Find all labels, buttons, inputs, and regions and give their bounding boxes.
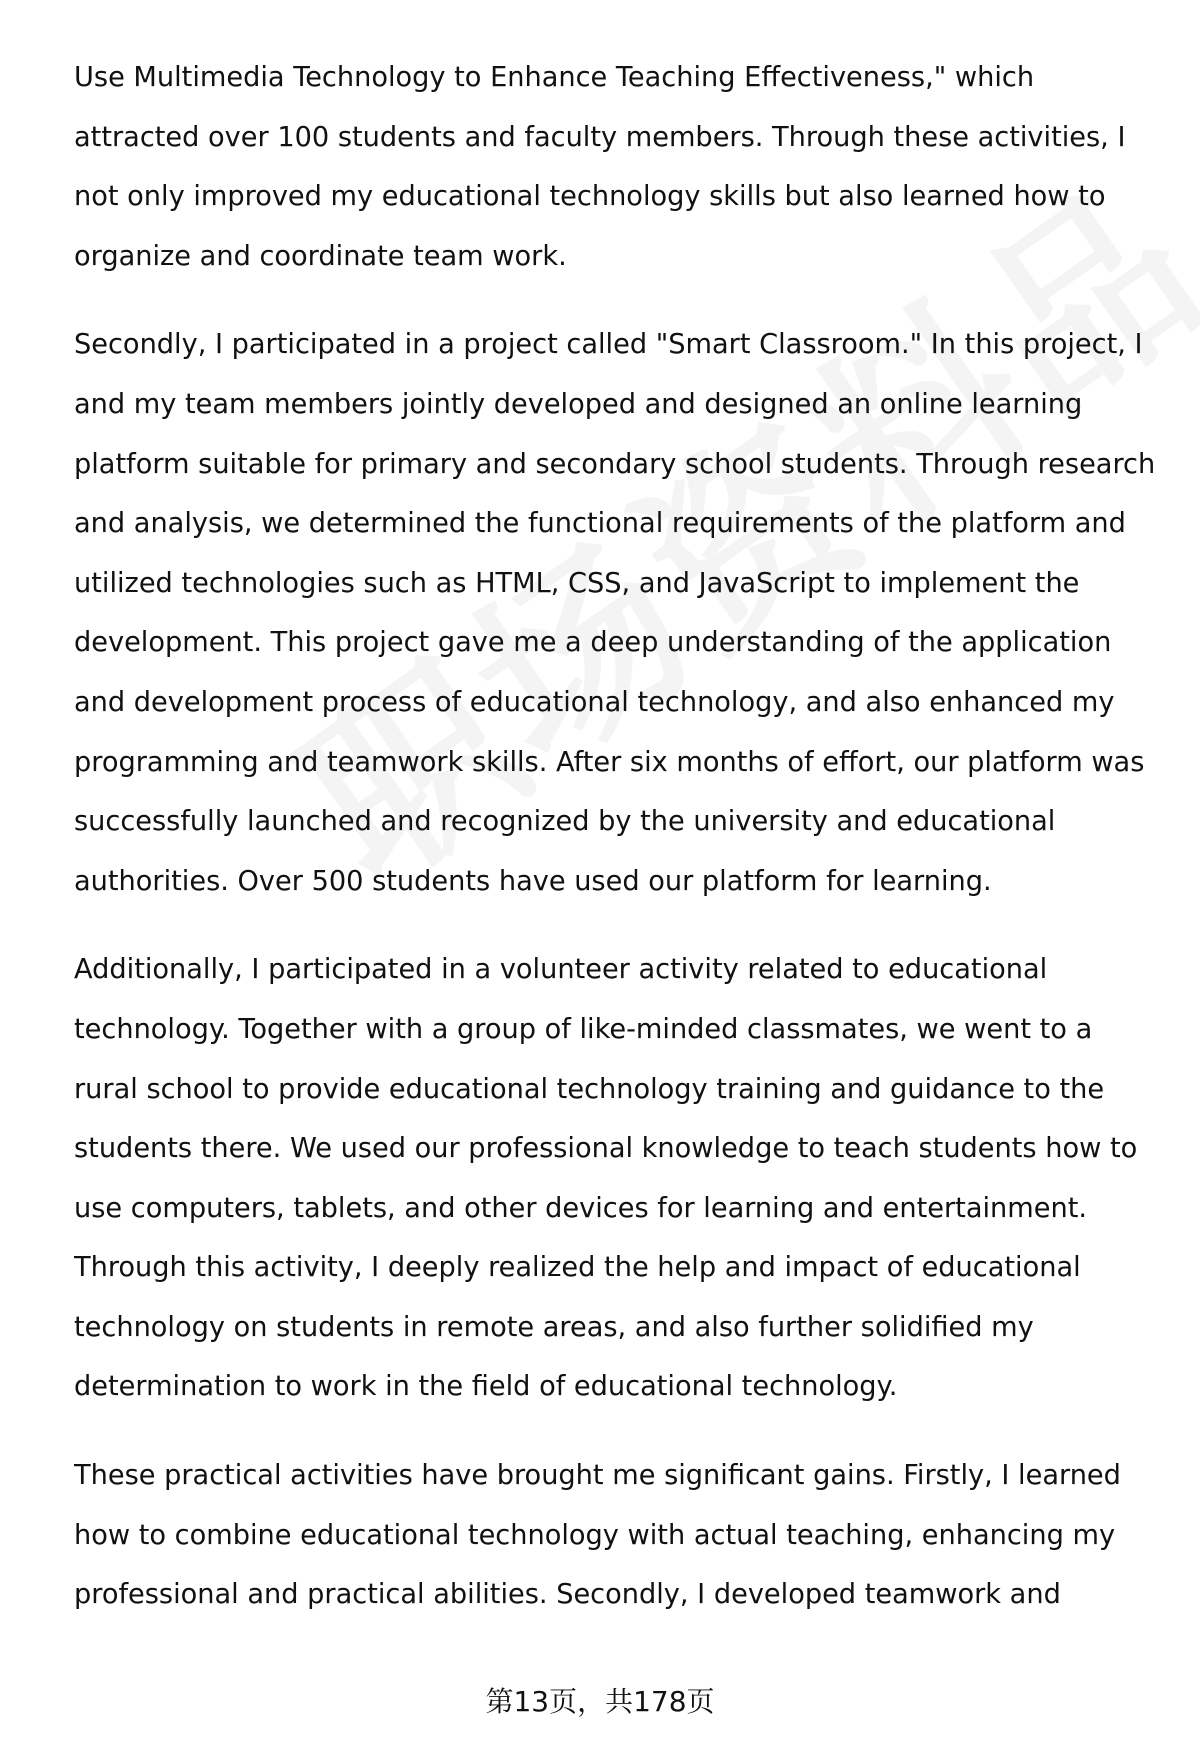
paragraph: Additionally, I participated in a volunteer activity related to educational technology. Together with a group of like-minded classmates, we went to a rural school to provide educational technology training and guidance to the students there. We used our professional knowledge to teach students how to use computers, tablets, and other devices for learning and entertainment. Through this activity, I deeply realized the help and impact of educational technology on students in remote areas, and also further solidified my determination to work in the field of educational technology. bbox=[74, 954, 1138, 1403]
paragraph: Use Multimedia Technology to Enhance Teaching Effectiveness," which attracted over 100 students and faculty members. Through these activities, I not only improved my educational technology skills but also learned how to organize and coordinate team work. bbox=[74, 62, 1126, 272]
paragraph: These practical activities have brought me significant gains. Firstly, I learned how to combine educational technology with actual teaching, enhancing my professional and practical abilities. Secondly, I developed teamwork and bbox=[74, 1460, 1121, 1611]
paragraph: Secondly, I participated in a project called "Smart Classroom." In this project, I and my team members jointly developed and designed an online learning platform suitable for primary and secondary school students. Through research and analysis, we determined the functional requirements of the platform and utilized technologies such as HTML, CSS, and JavaScript to implement the development. This project gave me a deep understanding of the application and development process of educational technology, and also enhanced my programming and teamwork skills. After six months of effort, our platform was successfully launched and recognized by the university and educational authorities. Over 500 students have used our platform for learning. bbox=[74, 329, 1156, 897]
page-number-footer: 第13页，共178页 bbox=[485, 1685, 715, 1718]
document-body bbox=[74, 48, 1164, 1654]
